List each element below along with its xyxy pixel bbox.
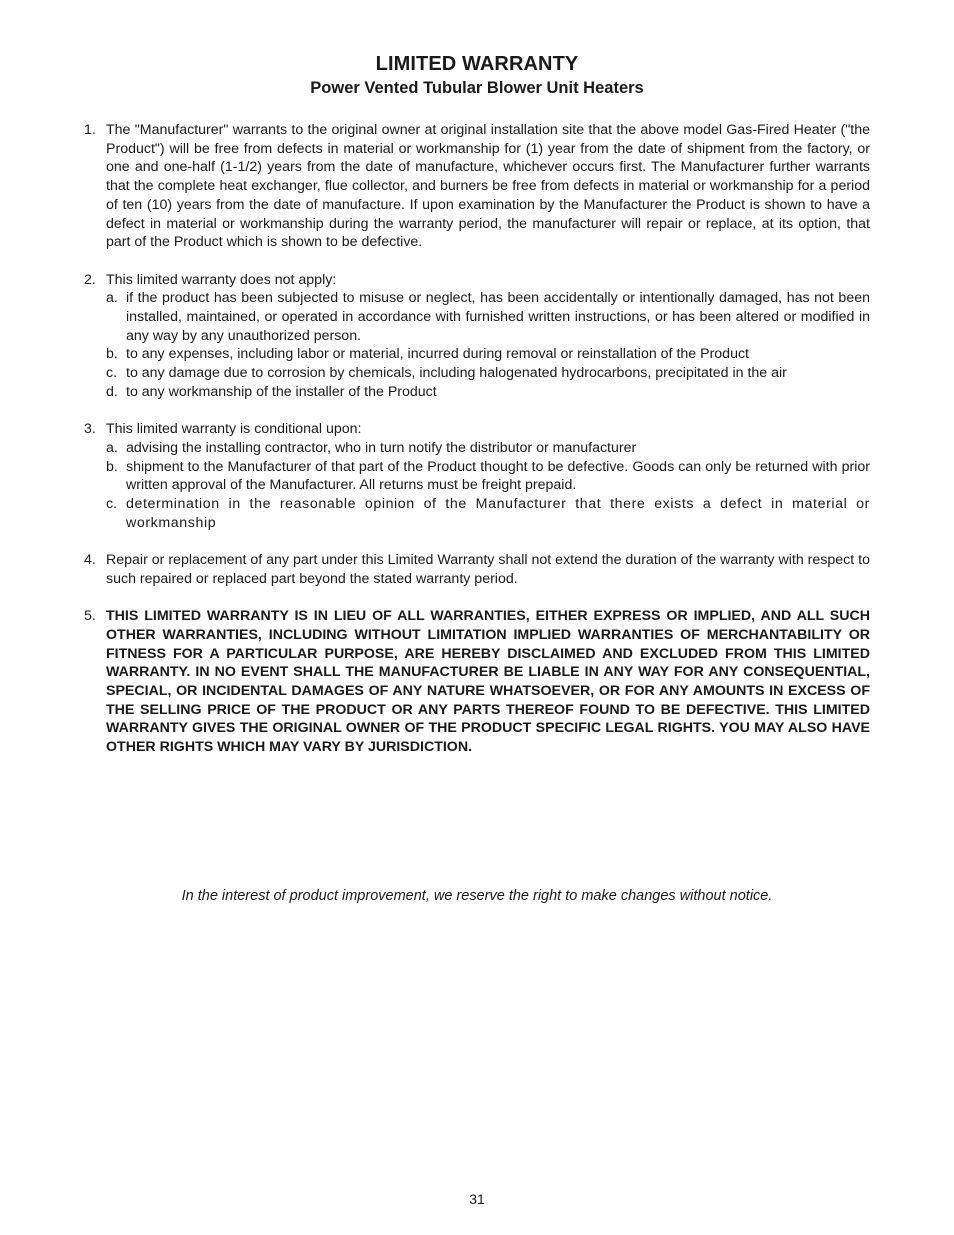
sub-item-letter: a. [106, 290, 118, 307]
sub-item-text: if the product has been subjected to misuse or neglect, has been accidentally or intentionally damaged, has not been installed, maintained, or operated in accordance with furnished written instructions, or has been altered or modified in any way by any unauthorized person. [126, 290, 870, 344]
sub-item-3a [106, 439, 870, 458]
sub-item-3b [106, 458, 870, 495]
sub-item-text: advising the installing contractor, who in turn notify the distributor or manufacturer [126, 439, 637, 456]
page-title: LIMITED WARRANTY [375, 53, 579, 75]
item-text: Repair or replacement of any part under this Limited Warranty shall not extend the duration of the warranty with respect to such repaired or replaced part beyond the stated warranty period. [106, 552, 870, 587]
sub-item-text: to any damage due to corrosion by chemicals, including halogenated hydrocarbons, precipitated in the air [126, 365, 787, 382]
item-number: 2. [84, 271, 96, 288]
improvement-notice: In the interest of product improvement, we reserve the right to make changes without notice. [181, 888, 773, 904]
sub-item-letter: c. [106, 365, 118, 382]
item-text: This limited warranty does not apply: [106, 271, 337, 288]
page-number: 31 [469, 1191, 485, 1207]
item-number: 5. [84, 608, 96, 625]
sub-item-text: shipment to the Manufacturer of that part of the Product thought to be defective. Goods can only be returned with prior written approval of the Manufacturer. All returns must be freight prepaid. [126, 458, 870, 494]
disclaimer-text: THIS LIMITED WARRANTY IS IN LIEU OF ALL WARRANTIES, EITHER EXPRESS OR IMPLIED, AND ALL SUCH OTHER WARRANTIES, INCLUDING WITHOUT LIMITATION IMPLIED WARRANTIES OF MERCHANTABILITY OR FITNESS FOR A PARTICULAR PURPOSE, ARE HEREBY DISCLAIMED AND EXCLUDED FROM THIS LIMITED WARRANTY. IN NO EVENT SHALL THE MANUFACTURER BE LIABLE IN ANY WAY FOR ANY CONSEQUENTIAL, SPECIAL, OR INCIDENTAL DAMAGES OF ANY NATURE WHATSOEVER, OR FOR ANY AMOUNTS IN EXCESS OF THE SELLING PRICE OF THE PRODUCT OR ANY PARTS THEREOF FOUND TO BE DEFECTIVE. THIS LIMITED WARRANTY GIVES THE ORIGINAL OWNER OF THE PRODUCT SPECIFIC LEGAL RIGHTS. YOU MAY ALSO HAVE OTHER RIGHTS WHICH MAY VARY BY JURISDICTION. [106, 608, 870, 756]
sub-item-2a [106, 289, 870, 345]
item-text: This limited warranty is conditional upon: [106, 421, 362, 438]
sub-item-text: determination in the reasonable opinion of the Manufacturer that there exists a defect in material or workmanship [126, 496, 870, 531]
sub-item-2c [106, 364, 870, 383]
sub-item-text: to any expenses, including labor or material, incurred during removal or reinstallation of the Product [126, 346, 750, 363]
warranty-item-2 [84, 271, 870, 402]
item-text: The "Manufacturer" warrants to the original owner at original installation site that the above model Gas-Fired Heater ("the Product") will be free from defects in material or workmanship for (1) year from the date of shipment from the factory, or one and one-half (1-1/2) years from the date of manufacture, whichever occurs first. The Manufacturer further warrants that the complete heat exchanger, flue collector, and burners be free from defects in material or workmanship for a period of ten (10) years from the date of manufacture. If upon examination by the Manufacturer the Product is shown to have a defect in material or workmanship during the warranty period, the manufacturer will repair or replace, at its option, that part of the Product which is shown to be defective. [106, 122, 870, 251]
item-number: 4. [84, 552, 96, 569]
warranty-item-5 [84, 607, 870, 757]
sub-item-text: to any workmanship of the installer of the Product [126, 383, 437, 400]
sub-item-letter: a. [106, 439, 118, 456]
warranty-terms-list [84, 121, 870, 776]
warranty-item-1 [84, 121, 870, 252]
sub-item-3c [106, 495, 870, 532]
item-number: 1. [84, 122, 96, 138]
sub-item-2d [106, 383, 870, 402]
sub-item-2b [106, 345, 870, 364]
sub-item-letter: b. [106, 346, 118, 363]
warranty-item-3 [84, 420, 870, 532]
warranty-item-4 [84, 551, 870, 588]
sub-item-letter: d. [106, 383, 118, 400]
sub-item-letter: b. [106, 458, 118, 475]
page-subtitle: Power Vented Tubular Blower Unit Heaters [310, 79, 644, 97]
sub-item-letter: c. [106, 496, 118, 513]
item-number: 3. [84, 421, 96, 438]
